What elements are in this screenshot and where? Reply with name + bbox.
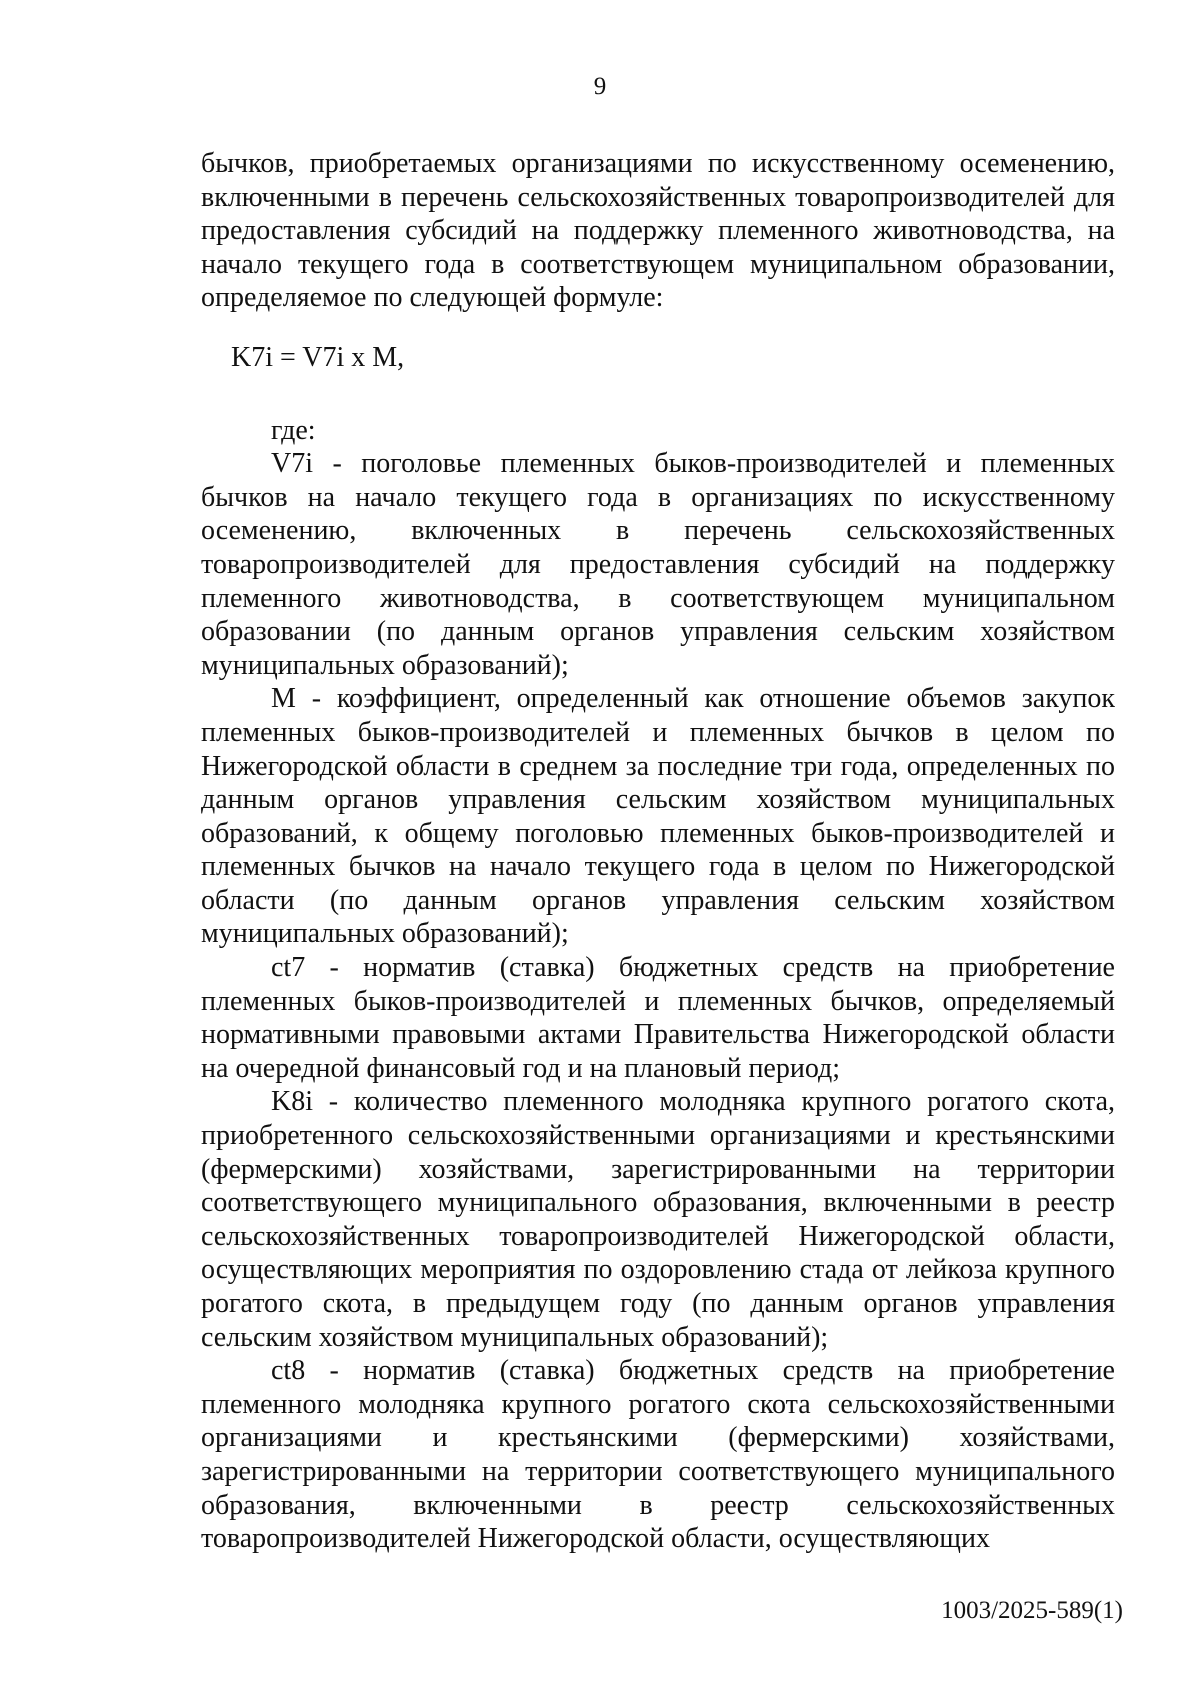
document-code: 1003/2025-589(1) (941, 1597, 1123, 1624)
paragraph-where: где: (271, 414, 316, 446)
definition-ct7: ct7 - норматив (ставка) бюджетных средств на приобретение племенных быков-производителей и племенных бычков, определяемый нормативными правовыми актами Правительства Нижегородской области на очередной финансовый год и на плановый период; (201, 952, 1115, 1084)
document-body (201, 147, 1115, 1556)
definition-k8i: K8i - количество племенного молодняка крупного рогатого скота, приобретенного сельскохозяйственными организациями и крестьянскими (фермерскими) хозяйствами, зарегистрированными на территории соответствующего муниципального образования, включенными в реестр сельскохозяйственных товаропроизводителей Нижегородской области, осуществляющих мероприятия по оздоровлению стада от лейкоза крупного рогатого скота, в предыдущем году (по данным органов управления сельским хозяйством муниципальных образований); (201, 1086, 1115, 1353)
definition-m: M - коэффициент, определенный как отношение объемов закупок племенных быков-производителей и племенных бычков в целом по Нижегородской области в среднем за последние три года, определенных по данным органов управления сельским хозяйством муниципальных образований, к общему поголовью племенных быков-производителей и племенных бычков на начало текущего года в целом по Нижегородской области (по данным органов управления сельским хозяйством муниципальных образований); (201, 683, 1115, 950)
definition-ct8: ct8 - норматив (ставка) бюджетных средств на приобретение племенного молодняка крупного рогатого скота сельскохозяйственными организациями и крестьянскими (фермерскими) хозяйствами, зарегистрированными на территории соответствующего муниципального образования, включенными в реестр сельскохозяйственных товаропроизводителей Нижегородской области, осуществляющих (201, 1355, 1115, 1555)
formula-k7i: K7i = V7i x M, (231, 341, 405, 373)
paragraph-intro: бычков, приобретаемых организациями по искусственному осеменению, включенными в перечень сельскохозяйственных товаропроизводителей для предоставления субсидий на поддержку племенного животноводства, на начало текущего года в соответствующем муниципальном образовании, определяемое по следующей формуле: (201, 148, 1115, 314)
definition-v7i: V7i - поголовье племенных быков-производителей и племенных бычков на начало текущего года в организациях по искусственному осеменению, включенных в перечень сельскохозяйственных товаропроизводителей для предоставления субсидий на поддержку племенного животноводства, в соответствующем муниципальном образовании (по данным органов управления сельским хозяйством муниципальных образований); (201, 448, 1115, 681)
page-number: 9 (593, 73, 607, 100)
